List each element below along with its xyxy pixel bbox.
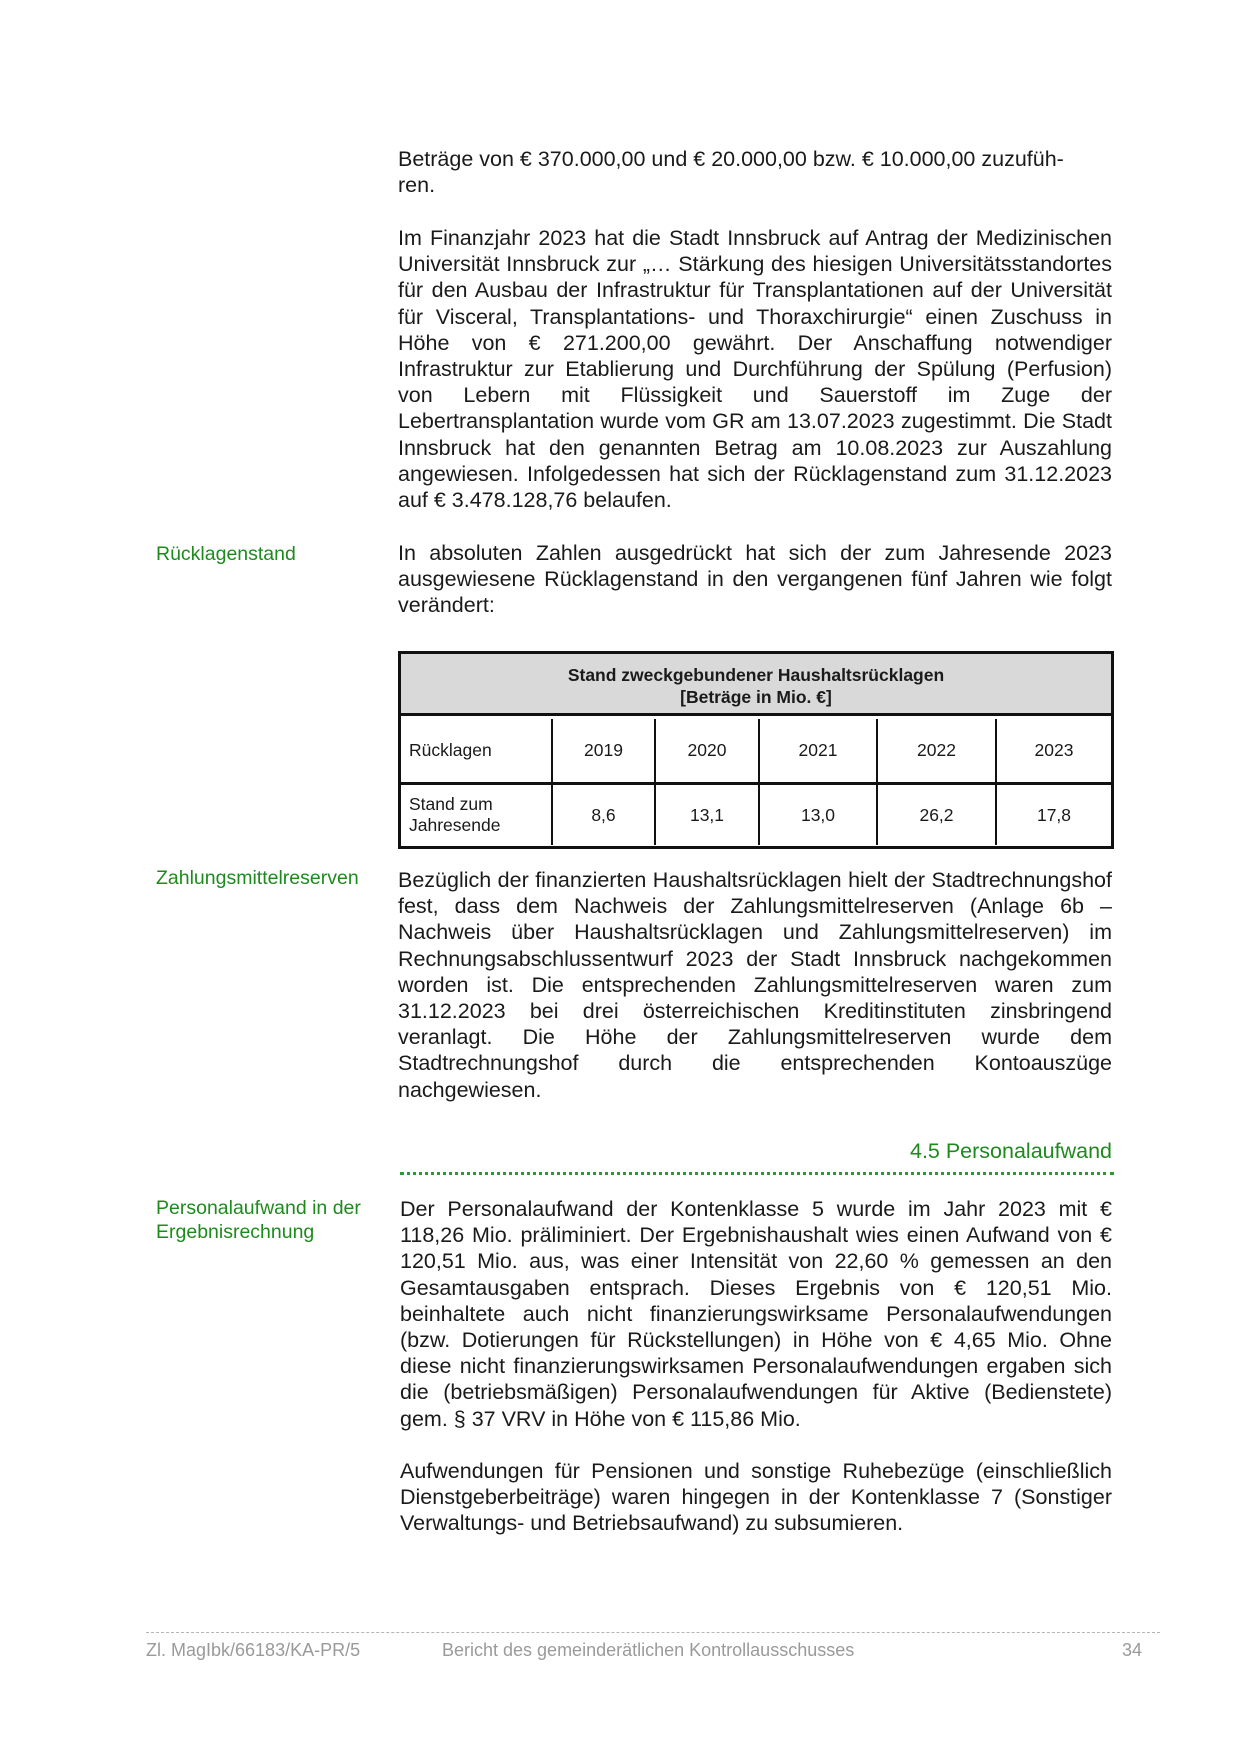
paragraph-personalaufwand: Der Personalaufwand der Kontenklasse 5 wurde im Jahr 2023 mit € 118,26 Mio. präliminiert. Der Ergebnishaushalt wies einen Aufwand von € 120,51 Mio. aus, was einer Intensität von 22,60 % gemessen an den Gesamtausgaben entsprach. Dieses Ergebnis von € 120,51 Mio. beinhaltete auch nicht finanzierungswirksame Personalaufwendungen (bzw. Dotierungen für Rückstellungen) in Höhe von € 4,65 Mio. Ohne diese nicht finanzierungswirksamen Personalaufwendungen ergaben sich die (betriebsmäßigen) Personalaufwendungen für Aktive (Bedienstete) gem. § 37 VRV in Höhe von € 115,86 Mio. (400, 1197, 1112, 1431)
margin-note-ruecklagenstand: Rücklagenstand (156, 543, 296, 565)
section-heading: 4.5 Personalaufwand (909, 1139, 1112, 1163)
footer-divider (146, 1632, 1160, 1633)
table-row-label: Stand zum Jahresende (409, 794, 501, 835)
table-value-2019: 8,6 (551, 785, 654, 845)
section-divider (400, 1172, 1114, 1175)
margin-note-zahlungsmittelreserven: Zahlungsmittelreserven (156, 867, 359, 889)
table-year-2023: 2023 (995, 719, 1111, 782)
paragraph-absolute-zahlen: In absoluten Zahlen ausgedrückt hat sich der zum Jahresende 2023 ausgewiesene Rücklagenstand in den vergangenen fünf Jahren wie folgt verändert: (398, 541, 1112, 618)
table-title-line2: [Beträge in Mio. €] (680, 687, 832, 707)
table-year-2022: 2022 (876, 719, 995, 782)
table-year-2021: 2021 (758, 719, 876, 782)
footer-reference: Zl. MagIbk/66183/KA-PR/5 (146, 1640, 361, 1660)
table-value-2021: 13,0 (758, 785, 876, 845)
table-year-2019: 2019 (551, 719, 654, 782)
table-row (401, 782, 1111, 845)
paragraph-zuschuss: Im Finanzjahr 2023 hat die Stadt Innsbruck auf Antrag der Medizinischen Universität Innsbruck zur „… Stärkung des hiesigen Universitätsstandortes für den Ausbau der Infrastruktur für Transplantationen auf der Universität für Visceral, Transplantations- und Thoraxchirurgie“ einen Zuschuss in Höhe von € 271.200,00 gewährt. Der Anschaffung notwendiger Infrastruktur zur Etablierung und Durchführung der Spülung (Perfusion) von Lebern mit Flüssigkeit und Sauerstoff im Zuge der Lebertransplantation wurde vom GR am 13.07.2023 zugestimmt. Die Stadt Innsbruck hat den genannten Betrag am 10.08.2023 zur Auszahlung angewiesen. Infolgedessen hat sich der Rücklagenstand zum 31.12.2023 auf € 3.478.128,76 belaufen. (398, 226, 1112, 513)
reserves-table (398, 651, 1114, 849)
paragraph-zahlungsmittelreserven: Bezüglich der finanzierten Haushaltsrücklagen hielt der Stadtrechnungshof fest, dass dem Nachweis der Zahlungsmittelreserven (Anlage 6b – Nachweis über Haushaltsrücklagen und Zahlungsmittelreserven) im Rechnungsabschlussentwurf 2023 der Stadt Innsbruck nachgekommen worden ist. Die entsprechenden Zahlungsmittelreserven waren zum 31.12.2023 bei drei österreichischen Kreditinstituten zinsbringend veranlagt. Die Höhe der Zahlungsmittelreserven wurde dem Stadtrechnungshof durch die entsprechenden Kontoauszüge nachgewiesen. (398, 868, 1112, 1102)
table-header-label: Rücklagen (409, 740, 492, 760)
table-value-2023: 17,8 (995, 785, 1111, 845)
footer-title: Bericht des gemeinderätlichen Kontrollausschusses (442, 1640, 855, 1660)
table-header-row (401, 719, 1111, 782)
table-value-2022: 26,2 (876, 785, 995, 845)
table-value-2020: 13,1 (654, 785, 758, 845)
table-title-line1: Stand zweckgebundener Haushaltsrücklagen (567, 665, 945, 685)
paragraph-pensionen: Aufwendungen für Pensionen und sonstige Ruhebezüge (einschließlich Dienstgeberbeiträge) waren hingegen in der Kontenklasse 7 (Sonstiger Verwaltungs- und Betriebsaufwand) zu subsumieren. (400, 1459, 1112, 1536)
table-year-2020: 2020 (654, 719, 758, 782)
paragraph-betraege: Beträge von € 370.000,00 und € 20.000,00 bzw. € 10.000,00 zuzufüh- ren. (398, 147, 1064, 198)
table-title (401, 654, 1111, 716)
margin-note-personalaufwand: Personalaufwand in der Ergebnisrechnung (156, 1197, 361, 1243)
footer-page-number: 34 (1122, 1640, 1143, 1660)
